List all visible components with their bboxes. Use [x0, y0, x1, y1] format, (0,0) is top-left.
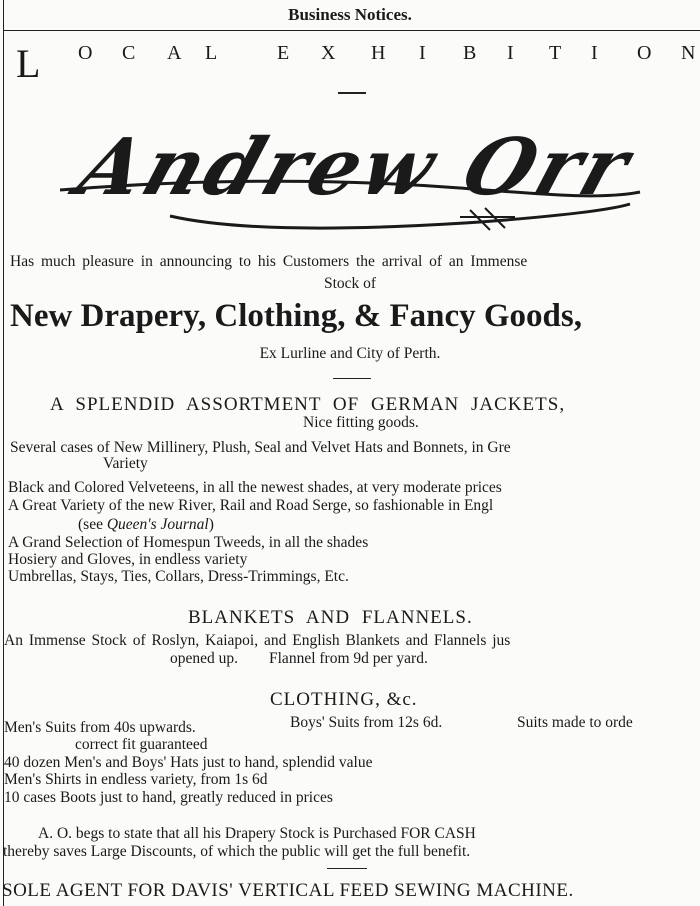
jackets-sub: Nice fitting goods. [303, 414, 419, 431]
subheadline: Ex Lurline and City of Perth. [259, 345, 441, 362]
signature-flourish [40, 112, 660, 247]
item-see-journal [78, 516, 214, 534]
clothing-boots: 10 cases Boots just to hand, greatly reduced in prices [4, 789, 333, 806]
clothing-suits-men: Men's Suits from 40s upwards. [4, 719, 196, 736]
cash-notice-2: thereby saves Large Discounts, of which the public will get the full benefit. [3, 843, 471, 860]
exhibition-letter: I [591, 42, 600, 64]
item-millinery: Several cases of New Millinery, Plush, Seal and Velvet Hats and Bonnets, in Gre [10, 439, 511, 456]
footer-sole-agent: SOLE AGENT FOR DAVIS' VERTICAL FEED SEWING MACHINE. [2, 880, 574, 901]
exhibition-letter: O [78, 42, 95, 64]
clothing-heading: CLOTHING, &c. [270, 689, 418, 710]
see-prefix: (see [78, 516, 107, 533]
clothing-fit: correct fit guaranteed [75, 736, 208, 753]
exhibition-letter: I [507, 42, 516, 64]
exhibition-letter: L [205, 42, 220, 64]
exhibition-letter: N [681, 42, 698, 64]
item-umbrellas: Umbrellas, Stays, Ties, Collars, Dress-Trimmings, Etc. [8, 568, 349, 585]
exhibition-letter: B [463, 42, 479, 64]
top-rule [3, 30, 700, 31]
blankets-line-2: opened up. Flannel from 9d per yard. [170, 650, 428, 667]
signature [40, 112, 660, 247]
cash-notice-1: A. O. begs to state that all his Drapery Stock is Purchased FOR CASH [38, 825, 476, 842]
divider [333, 378, 371, 379]
journal-title: Queen's Journal [106, 516, 209, 533]
signature-name: Andrew Orr [67, 120, 644, 213]
blankets-heading: BLANKETS AND FLANNELS. [188, 607, 473, 628]
item-millinery-cont: Variety [103, 455, 148, 472]
divider [327, 868, 367, 869]
exhibition-letter: C [122, 42, 138, 64]
divider [338, 92, 366, 94]
intro-line-1: Has much pleasure in announcing to his Customers the arrival of an Immense [10, 253, 528, 270]
item-tweeds: A Grand Selection of Homespun Tweeds, in all the shades [8, 534, 369, 551]
exhibition-letter: H [371, 42, 388, 64]
headline: New Drapery, Clothing, & Fancy Goods, [10, 298, 582, 334]
exhibition-letter: E [277, 42, 292, 64]
item-serge: A Great Variety of the new River, Rail and Road Serge, so fashionable in Engl [8, 497, 494, 514]
blankets-line-1: An Immense Stock of Roslyn, Kaiapoi, and English Blankets and Flannels jus [4, 632, 511, 649]
clothing-suits-boys: Boys' Suits from 12s 6d. [290, 714, 443, 731]
see-suffix: ) [208, 516, 214, 533]
intro-line-2: Stock of [323, 275, 377, 292]
exhibition-letter: X [321, 42, 338, 64]
exhibition-letter: A [167, 42, 184, 64]
exhibition-initial: L [16, 41, 41, 86]
exhibition-letter: I [419, 42, 428, 64]
item-velveteens: Black and Colored Velveteens, in all the newest shades, at very moderate prices [8, 479, 502, 496]
jackets-heading: A SPLENDID ASSORTMENT OF GERMAN JACKETS, [50, 394, 566, 415]
exhibition-letter: T [549, 42, 564, 64]
clothing-suits-order: Suits made to orde [517, 714, 633, 731]
clothing-hats: 40 dozen Men's and Boys' Hats just to hand, splendid value [4, 754, 373, 771]
item-hosiery: Hosiery and Gloves, in endless variety [8, 551, 248, 568]
exhibition-letter: O [637, 42, 654, 64]
section-header: Business Notices. [288, 5, 412, 24]
clothing-shirts: Men's Shirts in endless variety, from 1s 6d [4, 771, 268, 788]
